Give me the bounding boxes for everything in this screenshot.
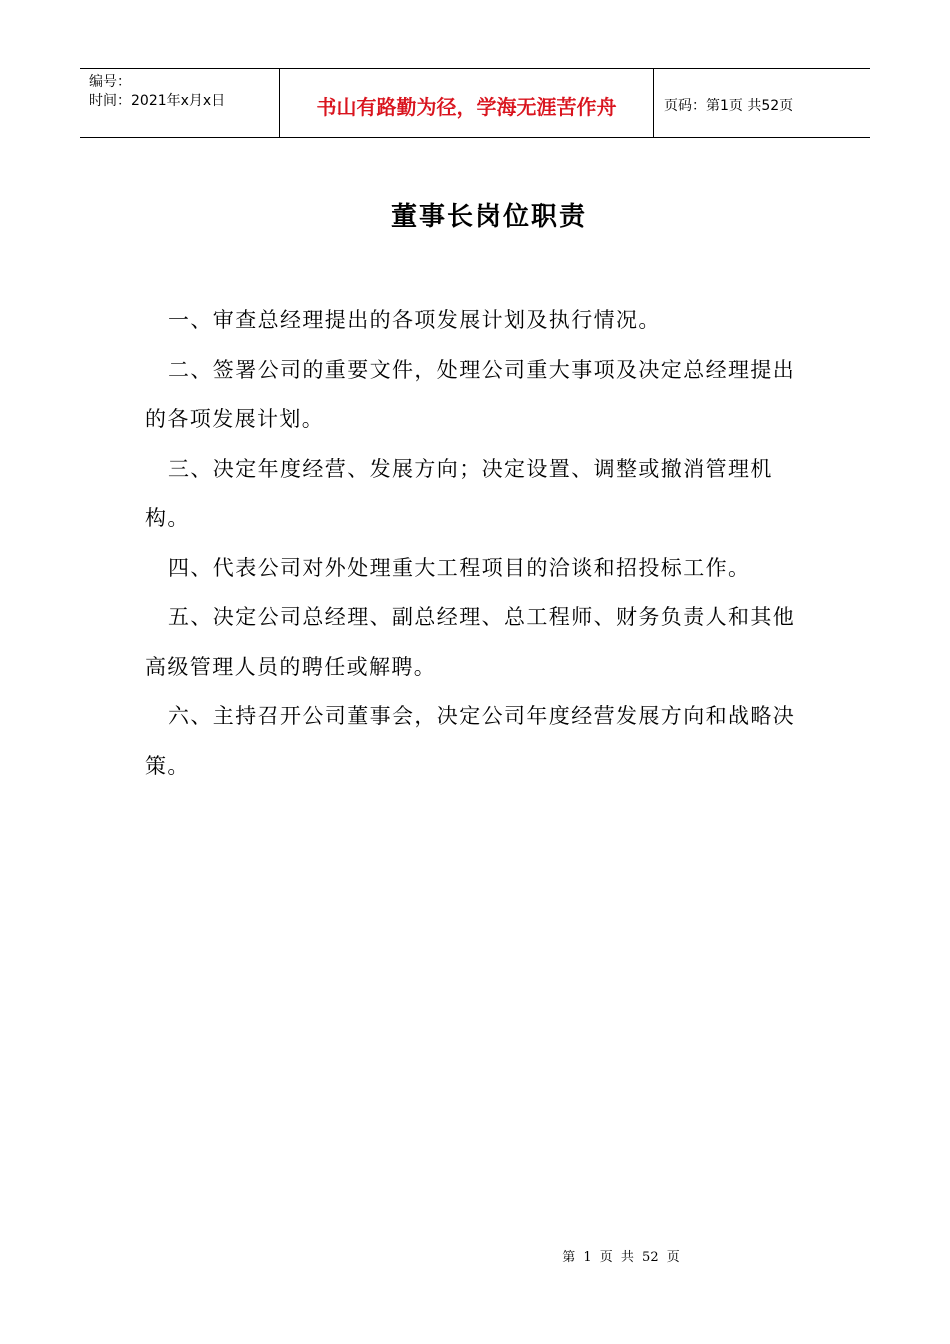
duty-item: 二、签署公司的重要文件，处理公司重大事项及决定总经理提出的各项发展计划。	[145, 357, 796, 431]
duty-item: 三、决定年度经营、发展方向；决定设置、调整或撤消管理机构。	[145, 456, 773, 530]
header-motto-cell	[280, 69, 654, 137]
header-meta-cell	[80, 69, 280, 137]
page-title: 董事长岗位职责	[390, 202, 587, 232]
duty-item: 六、主持召开公司董事会，决定公司年度经营发展方向和战略决策。	[145, 704, 796, 778]
duties-list	[145, 296, 805, 791]
duty-item: 一、审查总经理提出的各项发展计划及执行情况。	[168, 308, 661, 332]
page-info: 页码：第1页 共52页	[664, 98, 794, 114]
page-footer: 第 1 页 共 52 页	[562, 1250, 680, 1265]
motto-text: 书山有路勤为径，学海无涯苦作舟	[316, 94, 617, 119]
duty-item: 四、代表公司对外处理重大工程项目的洽谈和招投标工作。	[168, 555, 751, 580]
number-label: 编号：	[89, 74, 131, 90]
document-header	[80, 68, 870, 138]
duty-item: 五、决定公司总经理、副总经理、总工程师、财务负责人和其他高级管理人员的聘任或解聘。	[145, 605, 796, 679]
time-label: 时间：2021年x月x日	[89, 93, 226, 109]
header-page-cell	[654, 69, 870, 137]
